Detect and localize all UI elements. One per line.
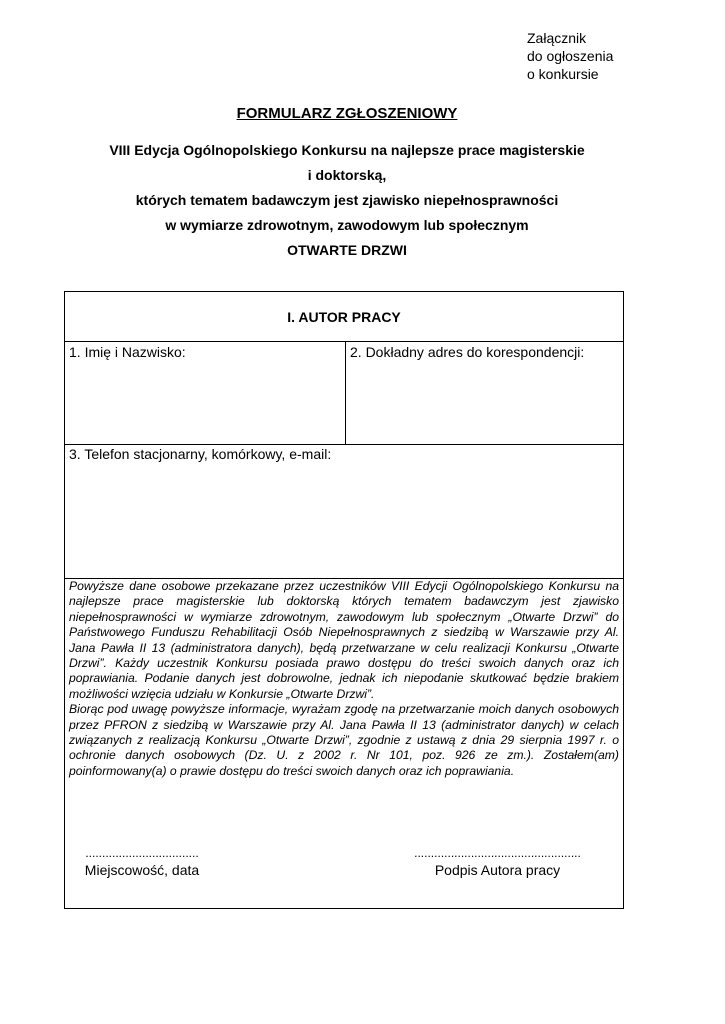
signature-label: Podpis Autora pracy bbox=[434, 862, 561, 878]
attachment-line-1: Załącznik bbox=[527, 30, 587, 46]
consent-cell bbox=[65, 579, 623, 908]
subtitle-line-3: których tematem badawczym jest zjawisko niepełnosprawności bbox=[135, 192, 559, 208]
competition-subtitle bbox=[0, 138, 694, 263]
contact-field-cell[interactable] bbox=[65, 445, 623, 579]
name-field-cell[interactable] bbox=[65, 342, 346, 445]
attachment-note bbox=[527, 29, 613, 83]
signature-line: .................................................. bbox=[414, 846, 581, 860]
place-date-signature-area[interactable] bbox=[67, 846, 217, 879]
attachment-line-3: o konkursie bbox=[527, 66, 599, 82]
author-form-table bbox=[64, 291, 624, 909]
contact-field-label: 3. Telefon stacjonarny, komórkowy, e-mail: bbox=[69, 446, 332, 462]
consent-paragraph-2: Biorąc pod uwagę powyższe informacje, wyrażam zgodę na przetwarzanie moich danych osobowych przez PFRON z siedzibą w Warszawie przy Al. Jana Pawła II 13 (administrator danych) w celach związanych z realizacją Konkursu „Otwarte Drzwi”, zgodnie z ustawą z dnia 29 sierpnia 1997 r. o ochronie danych osobowych (Dz. U. z 2002 r. Nr 101, poz. 926 ze zm.). Zostałem(am) poinformowany(a) o prawie dostępu do treści swoich danych oraz ich poprawiania. bbox=[69, 702, 619, 778]
subtitle-line-4: w wymiarze zdrowotnym, zawodowym lub społecznym bbox=[165, 217, 529, 233]
attachment-line-2: do ogłoszenia bbox=[527, 48, 614, 64]
address-field-label: 2. Dokładny adres do korespondencji: bbox=[350, 344, 585, 360]
consent-paragraph-1: Powyższe dane osobowe przekazane przez uczestników VIII Edycji Ogólnopolskiego Konkursu na najlepsze prace magisterskie lub doktorską których tematem badawczym jest zjawisko niepełnosprawności w wymiarze zdrowotnym, zawodowym lub społecznym „Otwarte Drzwi” do Państwowego Funduszu Rehabilitacji Osób Niepełnosprawnych z siedzibą w Warszawie przy Al. Jana Pawła II 13 (administratora danych), będą przetwarzane w celu realizacji Konkursu „Otwarte Drzwi”. Każdy uczestnik Konkursu posiada prawo dostępu do treści swoich danych oraz ich poprawiania. Podanie danych jest dobrowolne, jednak ich niepodanie skutkować będzie brakiem możliwości wzięcia udziału w Konkursie „Otwarte Drzwi”. bbox=[69, 579, 619, 701]
place-date-line: .................................. bbox=[85, 846, 199, 860]
form-title: FORMULARZ ZGŁOSZENIOWY bbox=[236, 105, 458, 122]
place-date-label: Miejscowość, data bbox=[84, 862, 200, 878]
subtitle-line-5: OTWARTE DRZWI bbox=[287, 242, 407, 258]
author-signature-area[interactable] bbox=[390, 846, 605, 879]
name-field-label: 1. Imię i Nazwisko: bbox=[69, 344, 186, 360]
subtitle-line-2: i doktorską, bbox=[307, 167, 387, 183]
subtitle-line-1: VIII Edycja Ogólnopolskiego Konkursu na najlepsze prace magisterskie bbox=[109, 142, 585, 158]
address-field-cell[interactable] bbox=[346, 342, 623, 445]
section-heading: I. AUTOR PRACY bbox=[65, 292, 623, 342]
